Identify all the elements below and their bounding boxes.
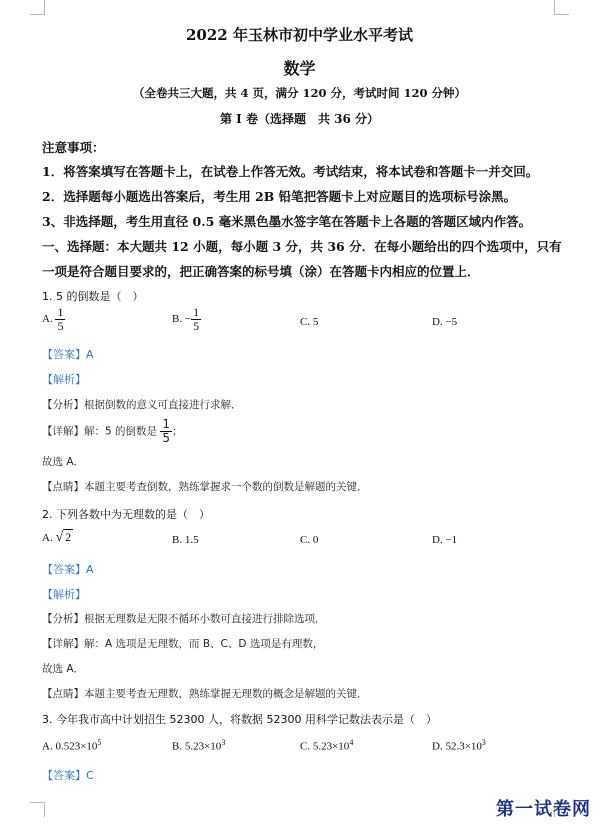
exam-title: 2022 年玉林市初中学业水平考试: [186, 26, 413, 44]
question-2-choice: 故选 A．: [42, 663, 85, 675]
question-1-dianjing: 【点睛】本题主要考查倒数，熟练掌握求一个数的倒数是解题的关键．: [42, 481, 368, 493]
part-intro-line-1: 一、选择题：本大题共 12 小题，每小题 3 分，共 36 分．在每小题给出的四个选项中，只有: [42, 239, 562, 254]
crop-mark-top-left: [30, 0, 45, 15]
question-2-dianjing: 【点睛】本题主要考查无理数，熟练掌握无理数的概念是解题的关键．: [42, 688, 368, 700]
fraction: $\frac{1}{5}$: [193, 305, 200, 333]
question-2-option-a: A. √ 2: [42, 530, 72, 545]
question-1-answer: 【答案】A: [42, 348, 94, 361]
section-title: 第 I 卷（选择题 共 36 分）: [219, 112, 380, 126]
question-1-option-c: C. 5: [300, 316, 319, 328]
fraction: $\frac{1}{5}$: [57, 305, 64, 333]
question-2-fenxi: 【分析】根据无理数是无限不循环小数可直接进行排除选项．: [42, 613, 326, 625]
site-logo: 第一试卷网: [496, 799, 591, 820]
exam-subject: 数学: [283, 59, 316, 78]
question-2-analysis-tag: 【解析】: [42, 588, 86, 601]
question-2-answer: 【答案】A: [42, 563, 94, 576]
question-1-stem: 1. 5 的倒数是（ ）: [42, 290, 144, 303]
question-3-option-d: D. $52.3\times 10^3$: [432, 738, 486, 753]
notes-heading: 注意事项：: [42, 140, 105, 155]
note-item-2: 2．选择题每小题选出答案后，考生用 2B 铅笔把答题卡上对应题目的选项标号涂黑。: [42, 189, 517, 204]
part-intro-line-2: 一项是符合题目要求的，把正确答案的标号填（涂）在答题卡内相应的位置上．: [42, 264, 480, 279]
question-1-analysis-tag: 【解析】: [42, 373, 86, 386]
note-item-1: 1．将答案填写在答题卡上，在试卷上作答无效。考试结束，将本试卷和答题卡一并交回。: [42, 164, 539, 179]
question-2-option-d: D. −1: [432, 534, 458, 546]
crop-mark-top-right: [554, 0, 569, 15]
question-3-stem: 3. 今年我市高中计划招生 52300 人，将数据 52300 用科学记数法表示是（ ）: [42, 713, 437, 726]
fraction: $\frac{1}{5}$: [162, 417, 171, 445]
question-1-xiangjie: 【详解】解：5 的倒数是 $\frac{1}{5}$ ；: [42, 417, 183, 445]
question-1-option-d: D. −5: [432, 316, 458, 328]
question-1-option-b: B. − $\frac{1}{5}$: [172, 305, 200, 333]
question-3-answer: 【答案】C: [42, 769, 94, 782]
sqrt-symbol: √ 2: [55, 530, 72, 545]
question-2-stem: 2. 下列各数中为无理数的是（ ）: [42, 508, 210, 521]
question-3-option-a: A. $0.523\times 10^5$: [42, 738, 102, 753]
question-2-option-b: B. 1.5: [172, 534, 199, 546]
question-1-choice: 故选 A．: [42, 456, 85, 468]
exam-info: （全卷共三大题，共 4 页，满分 120 分，考试时间 120 分钟）: [132, 86, 467, 100]
question-1-fenxi: 【分析】根据倒数的意义可直接进行求解．: [42, 399, 242, 411]
question-3-option-c: C. $5.23\times 10^4$: [300, 738, 354, 753]
note-item-3: 3、非选择题，考生用直径 0.5 毫米黑色墨水签字笔在答题卡上各题的答题区域内作答。: [42, 214, 532, 229]
question-3-option-b: B. $5.23\times 10^3$: [172, 738, 226, 753]
crop-mark-bottom-left: [30, 802, 45, 817]
question-1-option-a: A. $\frac{1}{5}$: [42, 305, 64, 333]
question-2-xiangjie: 【详解】解：A 选项是无理数，而 B、C、D 选项是有理数，: [42, 638, 324, 650]
question-2-option-c: C. 0: [300, 534, 319, 546]
